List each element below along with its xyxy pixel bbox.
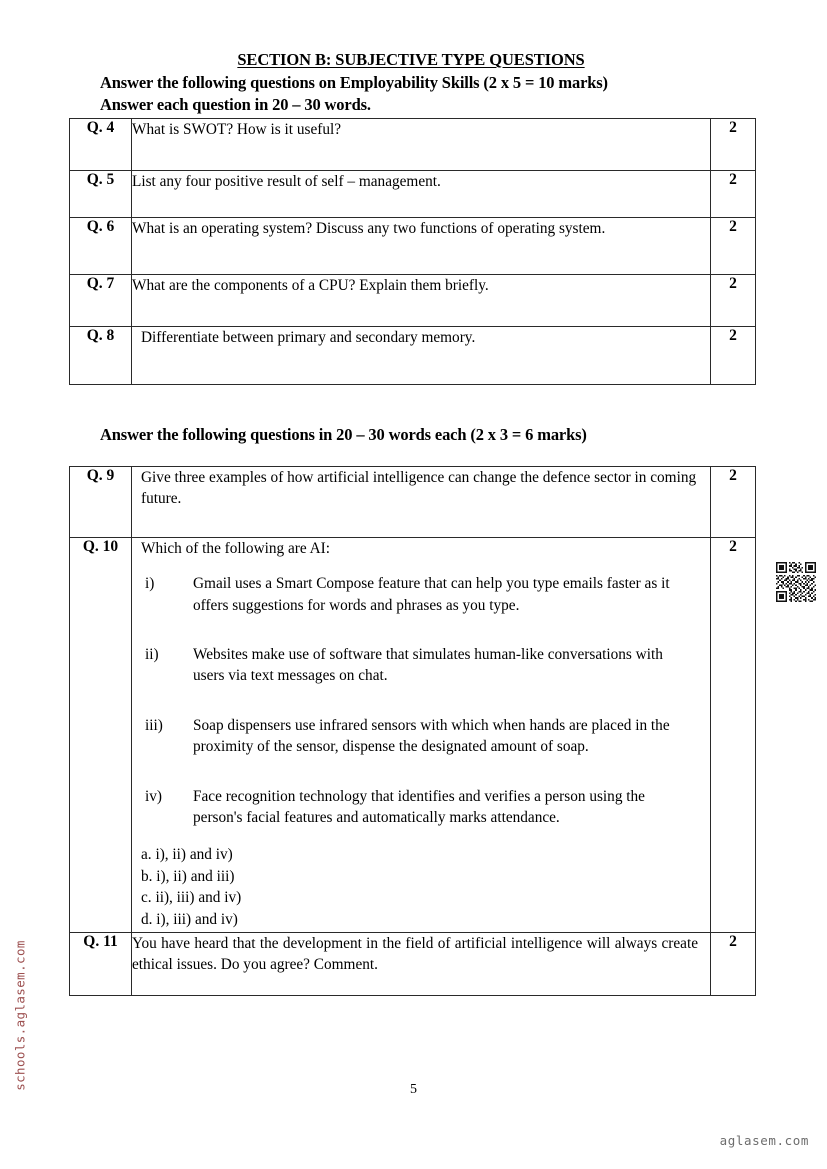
question-marks: 2: [711, 275, 756, 327]
question-text: Give three examples of how artificial intelligence can change the defence sector in coming future.: [132, 467, 711, 538]
question-marks: 2: [711, 932, 756, 995]
page-number: 5: [410, 1082, 417, 1097]
question-marks: 2: [711, 119, 756, 171]
question-text: What is an operating system? Discuss any two functions of operating system.: [132, 218, 711, 275]
instruction-line-2: Answer each question in 20 – 30 words.: [100, 94, 371, 114]
list-item-label: iv): [145, 787, 162, 805]
question-number: Q. 6: [70, 218, 132, 275]
list-item: [141, 786, 710, 829]
question-marks: 2: [711, 171, 756, 218]
qr-code-icon: [776, 562, 816, 602]
question-number: Q. 9: [70, 467, 132, 538]
question-text: Differentiate between primary and secondary memory.: [132, 327, 711, 385]
option-c: c. ii), iii) and iv): [141, 889, 242, 907]
list-item-label: iii): [145, 716, 163, 734]
list-item: [141, 644, 710, 687]
q10-intro-text: Which of the following are AI:: [141, 540, 331, 557]
table-row: [70, 538, 756, 933]
list-item-text-line2: person's facial features and automatically marks attendance.: [193, 808, 560, 826]
list-item: [141, 573, 710, 616]
table-row: [70, 275, 756, 327]
question-number: Q. 5: [70, 171, 132, 218]
list-item-text: Soap dispensers use infrared sensors with which when hands are placed in the proximity of the sensor, dispense the designated amount of soap.: [193, 716, 670, 756]
list-item-label: i): [145, 575, 155, 593]
section-title: [100, 50, 760, 70]
list-item-label: ii): [145, 645, 159, 663]
question-number: Q. 11: [70, 932, 132, 995]
table-row: [70, 218, 756, 275]
questions-table-employability: [69, 118, 756, 385]
list-item: [141, 715, 710, 758]
question-text: What are the components of a CPU? Explain them briefly.: [132, 275, 711, 327]
question-marks: 2: [711, 327, 756, 385]
list-item-text-line1: Face recognition technology that identifies and verifies a person using the: [193, 787, 645, 805]
table-row: [70, 119, 756, 171]
table-row: [70, 327, 756, 385]
option-d: d. i), iii) and iv): [141, 910, 238, 928]
instruction-line-1: Answer the following questions on Employability Skills (2 x 5 = 10 marks): [100, 73, 608, 92]
list-item-text: Gmail uses a Smart Compose feature that can help you type emails faster as it offers suggestions for words and phrases as you type.: [193, 575, 670, 614]
q10-item-list: [141, 573, 710, 828]
question-number: Q. 10: [70, 538, 132, 933]
question-text: What is SWOT? How is it useful?: [132, 119, 711, 171]
table-row: [70, 171, 756, 218]
table-row: [70, 467, 756, 538]
question-marks: 2: [711, 538, 756, 933]
question-marks: 2: [711, 467, 756, 538]
watermark-left-vertical: schools.aglasem.com: [12, 940, 28, 1091]
watermark-bottom-right: aglasem.com: [719, 1133, 809, 1148]
list-item-text: Websites make use of software that simulates human-like conversations with users via text messages on chat.: [193, 645, 663, 685]
question-number: Q. 7: [70, 275, 132, 327]
table-row: [70, 932, 756, 995]
question-marks: 2: [711, 218, 756, 275]
option-a: a. i), ii) and iv): [141, 846, 233, 864]
question-number: Q. 8: [70, 327, 132, 385]
question-number: Q. 4: [70, 119, 132, 171]
question-text: You have heard that the development in the field of artificial intelligence will always create ethical issues. Do you agree? Comment.: [132, 932, 711, 995]
question-body-q10: [132, 538, 711, 933]
page-heading-block: [100, 50, 760, 116]
questions-table-ai: [69, 466, 756, 996]
option-b: b. i), ii) and iii): [141, 867, 235, 885]
list-item-text: [193, 786, 710, 829]
q10-answer-options: [141, 844, 710, 930]
question-text: List any four positive result of self – management.: [132, 171, 711, 218]
section-title-text: SECTION B: SUBJECTIVE TYPE QUESTIONS: [237, 50, 585, 69]
mid-instruction: Answer the following questions in 20 – 30 words each (2 x 3 = 6 marks): [100, 425, 587, 444]
